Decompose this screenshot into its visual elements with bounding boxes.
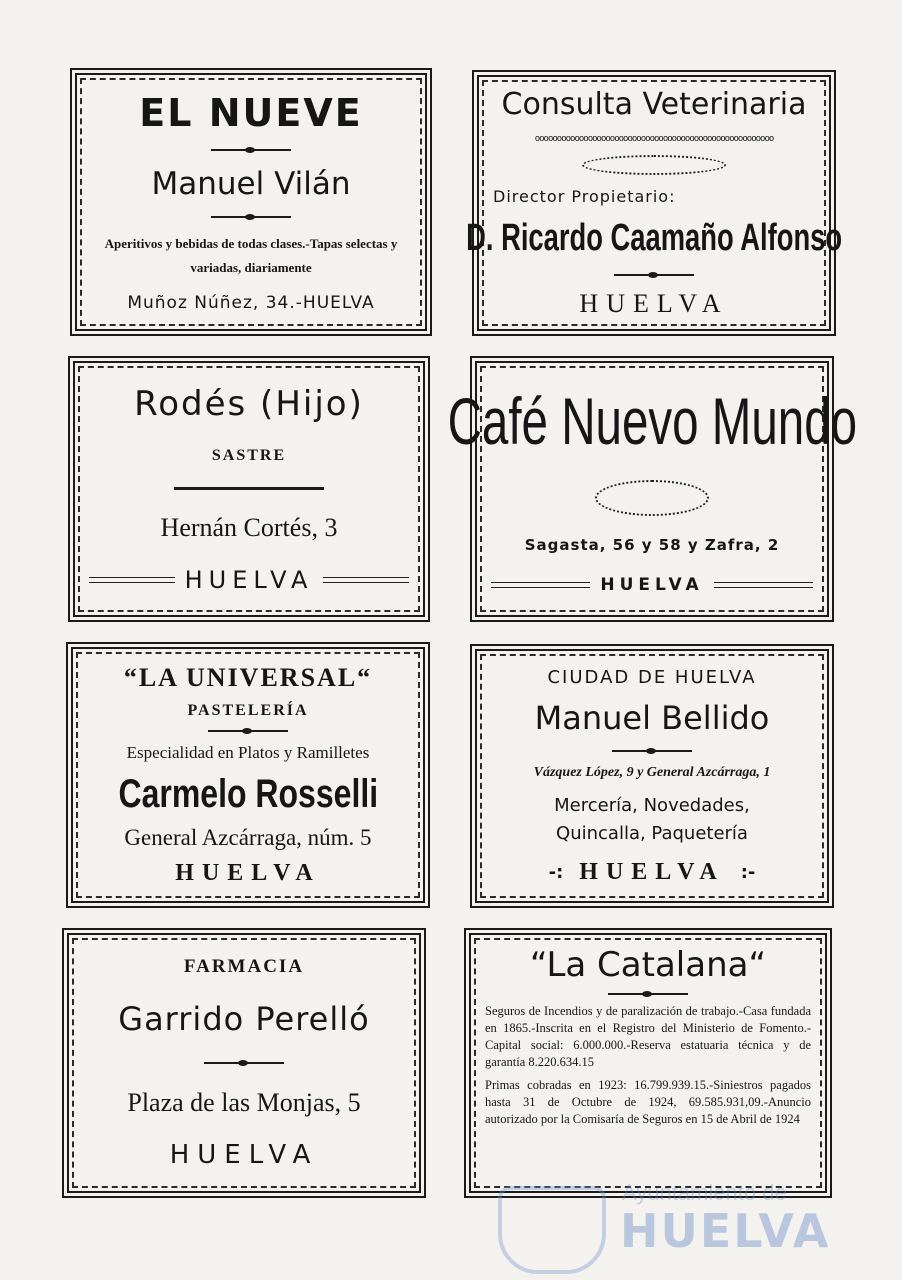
city: HUELVA: [169, 1140, 319, 1170]
flank-line: [714, 582, 813, 588]
flank-line: [89, 577, 175, 583]
specialty: Especialidad en Platos y Ramilletes: [126, 742, 370, 762]
city: HUELVA: [175, 859, 321, 886]
dotted-border: oooooooooooooooooooooooooooooooooooooooooooooooooooooo: [534, 133, 774, 144]
address: Vázquez López, 9 y General Azcárraga, 1: [533, 764, 771, 780]
trade: PASTELERÍA: [187, 701, 309, 719]
address: General Azcárraga, núm. 5: [124, 825, 372, 851]
trade: FARMACIA: [183, 956, 305, 977]
description: Aperitivos y bebidas de todas clases.-Tapas selectas y variadas, diariamente: [104, 236, 398, 276]
address: Sagasta, 56 y 58 y Zafra, 2: [524, 536, 780, 555]
ad-el-nueve: [70, 68, 432, 336]
ad-title: “La Catalana“: [529, 945, 767, 985]
header: CIUDAD DE HUELVA: [547, 666, 757, 688]
ad-title: Manuel Bellido: [534, 698, 770, 737]
owner-name: Manuel Vilán: [151, 165, 351, 202]
city: HUELVA: [579, 289, 729, 318]
ad-title: Consulta Veterinaria: [501, 87, 807, 122]
ad-la-universal: [66, 642, 430, 908]
ad-title: Garrido Perelló: [118, 1000, 370, 1038]
role-label: Director Propietario:: [493, 186, 676, 206]
ad-title: “LA UNIVERSAL“: [123, 663, 373, 693]
address: Muñoz Núñez, 34.-HUELVA: [127, 292, 375, 313]
address: Hernán Cortés, 3: [160, 513, 338, 543]
director-name: D. Ricardo Caamaño Alfonso: [466, 217, 843, 259]
city-row: [89, 566, 409, 594]
ad-cafe-nuevo-mundo: [447, 356, 857, 622]
ornament: [211, 214, 291, 220]
ad-consulta-veterinaria: [466, 70, 843, 336]
ornament: [208, 728, 288, 734]
watermark-line-1: Ayuntamiento de: [622, 1180, 787, 1205]
ornament: [608, 991, 688, 997]
address: Plaza de las Monjas, 5: [127, 1088, 361, 1117]
city-row: [549, 859, 756, 886]
watermark-line-2: HUELVA: [620, 1204, 831, 1258]
ad-title: Rodés (Hijo): [134, 384, 364, 425]
ad-title: EL NUEVE: [139, 91, 363, 136]
ad-manuel-bellido: [470, 644, 834, 908]
ad-farmacia: [62, 928, 426, 1198]
city: HUELVA: [579, 858, 725, 885]
paragraph-1: Seguros de Incendios y de paralización de trabajo.-Casa fundada en 1865.-Inscrita en el Registro del Ministerio de Fomento.-Capital social: 6.000.000.-Reserva estatuaria técnica y de garantía 8.220.634.15: [485, 1004, 811, 1069]
city: HUELVA: [184, 565, 314, 594]
swirl-ornament: [582, 155, 726, 175]
coat-of-arms-icon: [498, 1186, 606, 1274]
ornament: [614, 272, 694, 278]
divider-rule: [174, 487, 324, 490]
trade: SASTRE: [211, 446, 287, 464]
goods: Mercería, Novedades, Quincalla, Paquetería: [554, 794, 750, 844]
city-row: [491, 575, 813, 595]
city: HUELVA: [600, 574, 704, 595]
flank-line: [323, 577, 409, 583]
ad-title: Café Nuevo Mundo: [447, 384, 857, 459]
city-right-mark: :-: [740, 861, 756, 883]
ad-la-catalana: [464, 928, 832, 1198]
swirl-ornament: [595, 480, 709, 516]
paragraph-2: Primas cobradas en 1923: 16.799.939.15.-Siniestros pagados hasta 31 de Octubre de 1924, 69.585.931,09.-Anuncio autorizado por la Comisaría de Seguros en 15 de Abril de 1924: [485, 1078, 811, 1126]
city-left-mark: -:: [548, 861, 564, 883]
flank-line: [491, 582, 590, 588]
owner-name: Carmelo Rosselli: [118, 771, 378, 816]
ad-rodes: [68, 356, 430, 622]
ornament: [211, 147, 291, 153]
ornament: [612, 748, 692, 754]
ornament: [204, 1060, 284, 1066]
